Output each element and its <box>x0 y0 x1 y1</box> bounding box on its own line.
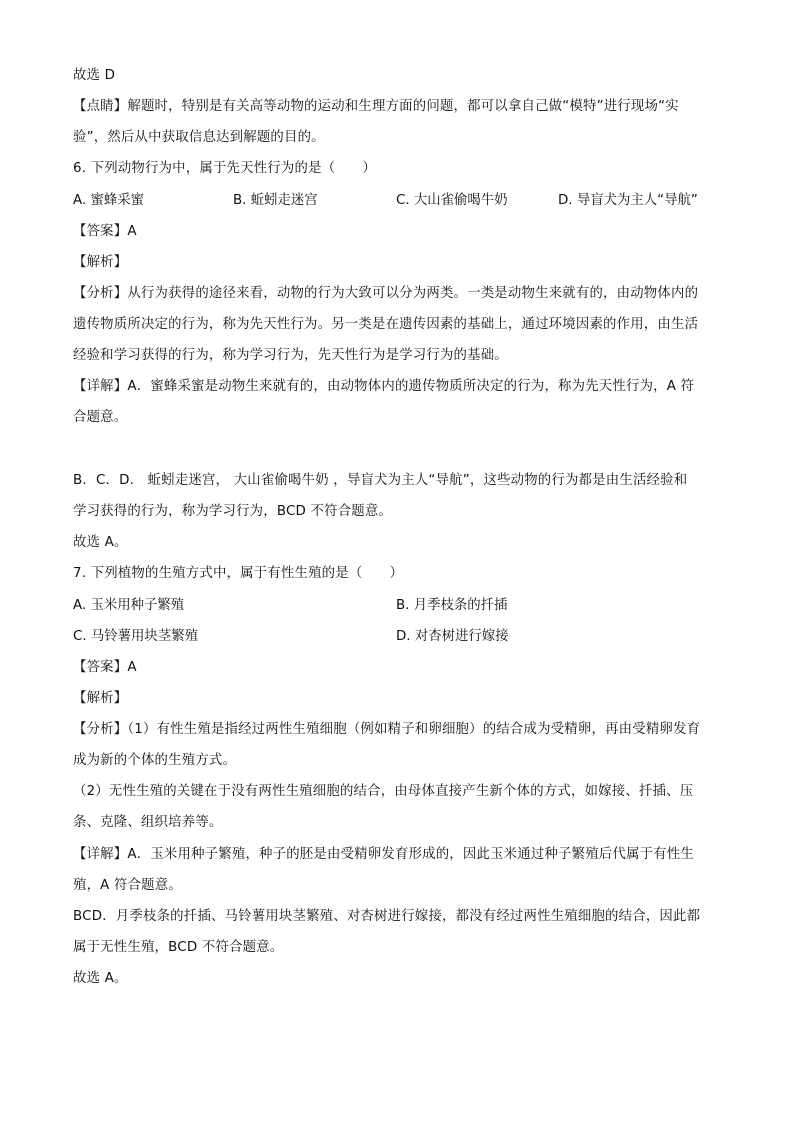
q7-detail-text: BCD．月季枝条的扦插、马铃薯用块茎繁殖、对杏树进行嫁接，都没有经过两性生殖细胞的结合，因此都 <box>73 909 701 924</box>
q6-answer: 【答案】A <box>73 224 137 239</box>
q7-detail-text: 属于无性生殖，BCD 不符合题意。 <box>73 940 284 955</box>
q7-analysis-text: （2）无性生殖的关键在于没有两性生殖细胞的结合，由母体直接产生新个体的方式，如嫁接、扦插、压 <box>73 784 694 799</box>
q7-analysis-heading: 【解析】 <box>73 691 128 706</box>
q6-analysis-text: 【分析】从行为获得的途径来看，动物的行为大致可以分为两类。一类是动物生来就有的，由动物体内的 <box>73 286 699 301</box>
q6-option-d: D. 导盲犬为主人“导航” <box>558 193 698 208</box>
q7-analysis-text: 成为新的个体的生殖方式。 <box>73 753 237 768</box>
q6-analysis-text: 遗传物质所决定的行为，称为先天性行为。另一类是在遗传因素的基础上，通过环境因素的作用，由生活 <box>73 317 699 332</box>
q6-analysis-heading: 【解析】 <box>73 255 128 270</box>
q6-conclusion: 故选 A。 <box>73 535 128 550</box>
text-line: 【点睛】解题时，特别是有关高等动物的运动和生理方面的问题，都可以拿自己做“模特”进行现场“实 <box>73 99 679 114</box>
q6-detail-text: 学习获得的行为，称为学习行为，BCD 不符合题意。 <box>73 504 393 519</box>
q7-option-a: A. 玉米用种子繁殖 <box>73 598 185 613</box>
q6-analysis-text: 经验和学习获得的行为，称为学习行为，先天性行为是学习行为的基础。 <box>73 348 508 363</box>
q7-analysis-text: 条、克隆、组织培养等。 <box>73 815 223 830</box>
q7-analysis-text: 【分析】（1）有性生殖是指经过两性生殖细胞（例如精子和卵细胞）的结合成为受精卵，再由受精卵发育 <box>73 722 701 737</box>
q7-detail-text: 【详解】A．玉米用种子繁殖，种子的胚是由受精卵发育形成的，因此玉米通过种子繁殖后代属于有性生 <box>73 847 694 862</box>
question-6-stem: 6. 下列动物行为中，属于先天性行为的是（ ） <box>73 161 377 176</box>
question-7-stem: 7. 下列植物的生殖方式中，属于有性生殖的是（ ） <box>73 566 404 581</box>
text-line: 验”，然后从中获取信息达到解题的目的。 <box>73 130 325 145</box>
q6-option-a: A. 蜜蜂采蜜 <box>73 193 144 208</box>
q6-detail-text: 合题意。 <box>73 410 128 425</box>
q7-option-d: D. 对杏树进行嫁接 <box>396 629 509 644</box>
q6-option-c: C. 大山雀偷喝牛奶 <box>396 193 508 208</box>
q6-detail-text: B．C．D． 蚯蚓走迷宫， 大山雀偷喝牛奶 ，导盲犬为主人“导航”，这些动物的行为都是由生活经验和 <box>73 473 688 488</box>
q7-conclusion: 故选 A。 <box>73 971 128 986</box>
q7-option-c: C. 马铃薯用块茎繁殖 <box>73 629 198 644</box>
q6-detail-text: 【详解】A．蜜蜂采蜜是动物生来就有的，由动物体内的遗传物质所决定的行为，称为先天性行为，A 符 <box>73 379 695 394</box>
q7-detail-text: 殖，A 符合题意。 <box>73 878 182 893</box>
q7-option-b: B. 月季枝条的扦插 <box>396 598 508 613</box>
q6-option-b: B. 蚯蚓走迷宫 <box>233 193 318 208</box>
text-line: 故选 D <box>73 68 116 83</box>
q7-answer: 【答案】A <box>73 660 137 675</box>
